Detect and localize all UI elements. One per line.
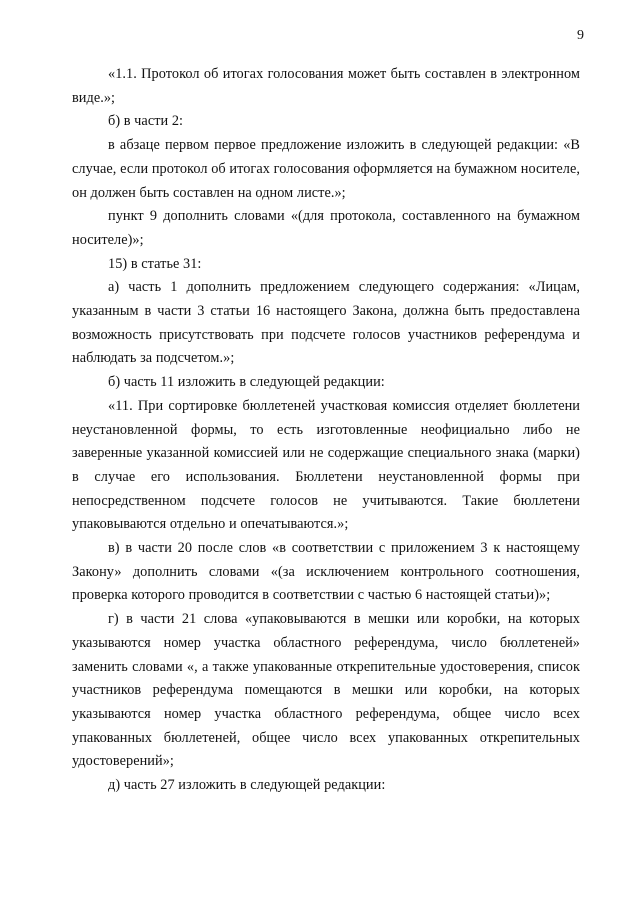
paragraph-1: «1.1. Протокол об итогах голосования может быть составлен в электронном виде.»; (72, 66, 580, 106)
paragraph-4: пункт 9 дополнить словами «(для протокола, составленного на бумажном носителе)»; (72, 208, 580, 248)
paragraph-5: 15) в статье 31: (108, 255, 202, 272)
paragraph-2: б) в части 2: (108, 113, 184, 130)
paragraph-9: в) в части 20 после слов «в соответствии с приложением 3 к настоящему Закону» дополнить словами «(за исключением контрольного соотношения, проверка которого проводится в соответствии с частью 6 настоящей статьи)»; (72, 540, 580, 604)
page-number: 9 (577, 28, 584, 43)
paragraph-8: «11. При сортировке бюллетеней участковая комиссия отделяет бюллетени неустановленной формы, то есть изготовленные неофициально либо не заверенные указанной комиссией или не содержащие специального знака (марки) в случае его использования. Бюллетени неустановленной формы при непосредственном подсчете голосов не учитываются. Такие бюллетени упаковываются отдельно и опечатываются.»; (72, 397, 580, 533)
paragraph-11: д) часть 27 изложить в следующей редакции: (108, 777, 386, 794)
paragraph-3: в абзаце первом первое предложение изложить в следующей редакции: «В случае, если протокол об итогах голосования оформляется на бумажном носителе, он должен быть составлен на одном листе.»; (72, 137, 580, 201)
paragraph-10: г) в части 21 слова «упаковываются в мешки или коробки, на которых указываются номер участка областного референдума, число бюллетеней» заменить словами «, а также упакованные открепительные удостоверения, список участников референдума помещаются в мешки или коробки, на которых указываются номер участка областного референдума, общее число всех упакованных бюллетеней, общее число всех упакованных открепительных удостоверений»; (72, 611, 580, 770)
paragraph-7: б) часть 11 изложить в следующей редакции: (108, 374, 385, 391)
document-body (72, 63, 580, 798)
paragraph-6: а) часть 1 дополнить предложением следующего содержания: «Лицам, указанным в части 3 статьи 16 настоящего Закона, должна быть предоставлена возможность присутствовать при подсчете голосов участников референдума и наблюдать за подсчетом.»; (72, 279, 580, 367)
